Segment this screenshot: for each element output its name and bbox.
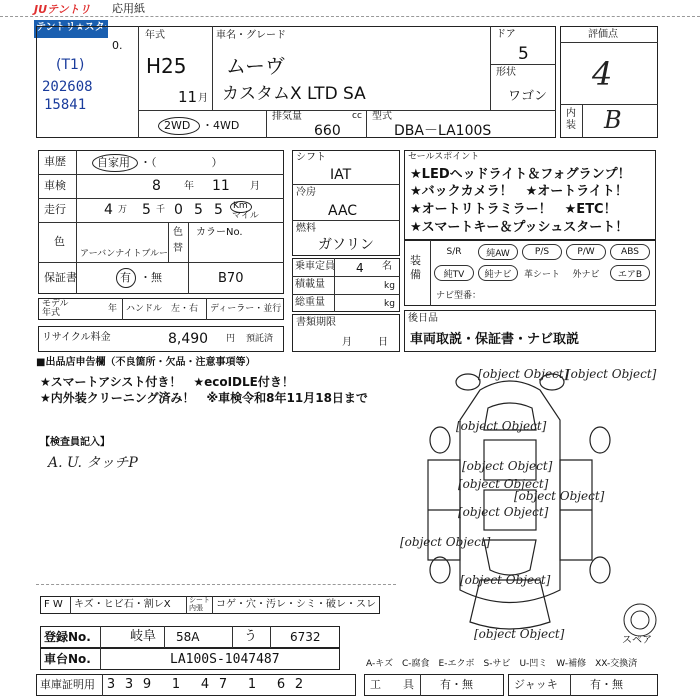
year-label: 年式 <box>145 30 165 41</box>
doors-value: 5 <box>518 44 529 64</box>
dealer: ディーラー・並行 <box>210 304 282 314</box>
sales-point-4: ★スマートキー＆プッシュスタート！ <box>410 220 629 235</box>
shift-label: シフト <box>296 152 326 163</box>
tools-value: 有・無 <box>440 678 473 691</box>
mileage-d5: 5 <box>214 202 223 218</box>
load-label: 積載量 <box>295 279 325 290</box>
ac-label: 冷房 <box>296 187 316 198</box>
chassis-value: LA100S-1047487 <box>170 652 280 667</box>
report-label: ■出品店申告欄（不良箇所・欠品・注意事項等） <box>36 357 256 368</box>
mileage-unit-km: Km <box>233 201 248 211</box>
mark-a3-left-rear: [object Object] <box>400 535 491 549</box>
color-label: 色 <box>54 235 65 248</box>
model-year-unit: 年 <box>108 304 118 314</box>
cert-label: 車庫証明用 <box>40 678 95 691</box>
car-grade: カスタムX LTD SA <box>222 84 366 104</box>
sales-point-2: ★バックカメラ！ ★オートライト！ <box>410 184 628 199</box>
seats-label: 乗車定員 <box>295 261 335 272</box>
shift-value: IAT <box>330 167 352 183</box>
mileage-label: 走行 <box>44 203 66 216</box>
handle: ハンドル 左・右 <box>126 304 199 314</box>
mark-a2-front-right: [object Object] <box>566 367 657 381</box>
interior-value: B <box>604 106 622 134</box>
recycle-note: 預託済 <box>246 334 274 344</box>
body-type-label: 形状 <box>496 67 516 78</box>
equip-leather: 革シート <box>523 269 560 280</box>
fuel-label: 燃料 <box>296 223 316 234</box>
inspector-note: A. U. タッチP <box>48 455 138 471</box>
fuel-value: ガソリン <box>318 237 374 253</box>
cert-digit: 9 <box>142 677 152 692</box>
body-type-value: ワゴン <box>508 89 548 104</box>
mark-a2-rear: [object Object] <box>474 627 565 640</box>
damage-legend: A-キズ C-腐食 E-エクボ S-サビ U-凹ミ W-補修 XX-交換済 <box>366 659 638 669</box>
mark-a1-right: [object Object] <box>462 459 553 473</box>
warranty-no: ・無 <box>140 271 162 284</box>
plate-number: 6732 <box>290 630 321 644</box>
score-value: 4 <box>592 55 613 93</box>
model-year-label: モデル年式 <box>42 299 69 318</box>
year-era: H25 <box>146 54 187 78</box>
cert-digit: 1 <box>247 677 257 692</box>
cert-digit: 7 <box>218 677 228 692</box>
equip-abs: ABS <box>610 244 650 260</box>
plate-label: 登録No. <box>44 630 91 644</box>
drive-2wd: 2WD <box>164 119 191 132</box>
doc-deadline-day: 日 <box>378 337 388 348</box>
mileage-d1: 4 <box>104 202 113 218</box>
mileage-u1: 万 <box>118 205 128 215</box>
sales-points-label: セールスポイント <box>408 152 480 162</box>
mileage-d3: 0 <box>174 202 183 218</box>
displacement-label: 排気量 <box>272 111 302 122</box>
color-code-label: カラーNo. <box>196 227 243 238</box>
mark-u1-rear: [object Object] <box>460 573 551 587</box>
mark-a1-left: [object Object] <box>456 419 547 433</box>
mileage-unit-mile: マイル <box>232 211 259 221</box>
warranty-yes: 有 <box>120 271 131 284</box>
interior-seat-label: シート <box>189 596 210 604</box>
inspection-year: 8 <box>152 178 161 194</box>
nav-model-label: ナビ型番： <box>436 291 482 301</box>
color-code: B70 <box>218 271 244 286</box>
ac-value: AAC <box>328 203 358 219</box>
interior-fw-items: キズ・ヒビ石・割レX <box>74 599 171 610</box>
equip-sr: S/R <box>446 247 462 257</box>
plate-class: 58A <box>176 630 200 644</box>
cert-digit: 3 <box>106 677 116 692</box>
form-title: 応用紙 <box>112 2 145 15</box>
car-label: 車名・グレード <box>216 30 286 41</box>
displacement-value: 660 <box>314 123 341 139</box>
car-diagram <box>400 360 660 640</box>
spare-label: スペア <box>622 635 652 646</box>
interior-seat-items: コゲ・穴・汚レ・シミ・破レ・スレ <box>216 599 376 610</box>
equip-ext-navi: 外ナビ <box>572 269 600 280</box>
weight-label: 総重量 <box>295 297 325 308</box>
equip-ps: P/S <box>522 244 562 260</box>
cert-digit: 4 <box>200 677 210 692</box>
inspection-label: 車検 <box>44 179 66 192</box>
equipment-label: 装備 <box>410 254 421 281</box>
interior-label: 内装 <box>566 108 576 131</box>
jack-label: ジャッキ <box>514 678 558 691</box>
chassis-label: 車台No. <box>44 652 91 666</box>
mark-a3-left-door: [object Object] <box>458 477 549 491</box>
recycle-label: リサイクル料金 <box>42 332 111 343</box>
report-line-2: ★内外装クリーニング済み！ ※車検令和8年11月18日まで <box>40 391 368 405</box>
equip-pw: P/W <box>566 244 606 260</box>
cert-digits <box>102 674 356 696</box>
doc-deadline-month: 月 <box>342 337 352 348</box>
paint-label: 色 <box>173 227 183 238</box>
plate-kana: う <box>244 629 258 644</box>
inspection-month-unit: 月 <box>250 181 260 192</box>
warranty-label: 保証書 <box>44 271 77 284</box>
inspection-month: 11 <box>212 178 230 194</box>
logo-top: JUテントリ <box>34 3 91 16</box>
weight-unit: kg <box>384 299 395 309</box>
color-value: アーバンナイトブルー <box>80 249 169 259</box>
inspector-label: 【検査員記入】 <box>40 437 110 448</box>
equip-aw: 純AW <box>478 244 518 260</box>
lot-date: 202608 <box>42 79 93 95</box>
score-label: 評価点 <box>588 29 618 40</box>
year-month-suffix: 月 <box>198 93 208 104</box>
seats-value: 4 <box>356 261 364 275</box>
recycle-unit: 円 <box>226 334 236 344</box>
equip-navi: 純ナビ <box>478 265 518 281</box>
attach-label: 後日品 <box>408 313 438 324</box>
mileage-d4: 5 <box>194 202 203 218</box>
drive-4wd: ・4WD <box>202 119 240 132</box>
tools-label: 工 具 <box>370 678 414 691</box>
history-label: 車歴 <box>44 155 66 168</box>
model-label: 型式 <box>372 111 392 122</box>
doc-deadline-label: 書類期限 <box>296 317 336 328</box>
lot-auction: (T1) <box>56 57 85 73</box>
history-rest: ・（ ） <box>140 156 223 169</box>
load-unit: kg <box>384 281 395 291</box>
sales-point-1: ★LEDヘッドライト＆フォグランプ！ <box>410 167 631 182</box>
mileage-d2: 5 <box>142 202 151 218</box>
displacement-unit: cc <box>352 111 362 121</box>
doors-label: ドア <box>496 29 516 40</box>
cert-digit: 6 <box>276 677 286 692</box>
report-line-1: ★スマートアシスト付き！ ★ecoIDLE付き！ <box>40 375 294 389</box>
car-name: ムーヴ <box>226 54 285 78</box>
mark-a2-front-left: [object Object] <box>478 367 569 381</box>
inspection-year-unit: 年 <box>184 181 194 192</box>
interior-trim-label: 内張 <box>189 604 203 612</box>
interior-fw-label: F W <box>44 599 63 610</box>
form-no: 0. <box>112 39 123 52</box>
mileage-u2: 千 <box>156 205 166 215</box>
mark-w2-roof: [object Object] <box>514 489 605 503</box>
jack-value: 有・無 <box>590 678 623 691</box>
model-value: DBA－LA100S <box>394 123 492 139</box>
mark-a2-left-door: [object Object] <box>458 505 549 519</box>
sales-point-3: ★オートリトラミラー！ ★ETC！ <box>410 202 617 217</box>
equip-airbag: エアB <box>610 265 650 281</box>
lot-number: 15841 <box>44 97 87 113</box>
attach-value: 車両取説・保証書・ナビ取説 <box>410 332 580 347</box>
seats-unit: 名 <box>382 261 392 272</box>
logo-bottom: テントリ★スター <box>36 22 115 33</box>
cert-digit: 2 <box>294 677 304 692</box>
plate-region: 岐阜 <box>130 629 157 644</box>
recycle-value: 8,490 <box>168 331 209 347</box>
year-month: 11 <box>178 88 198 106</box>
cert-digit: 3 <box>124 677 134 692</box>
history-selected: 自家用 <box>97 156 130 169</box>
cert-digit: 1 <box>171 677 181 692</box>
equip-tv: 純TV <box>434 265 474 281</box>
paint-sub: 替 <box>173 243 183 254</box>
